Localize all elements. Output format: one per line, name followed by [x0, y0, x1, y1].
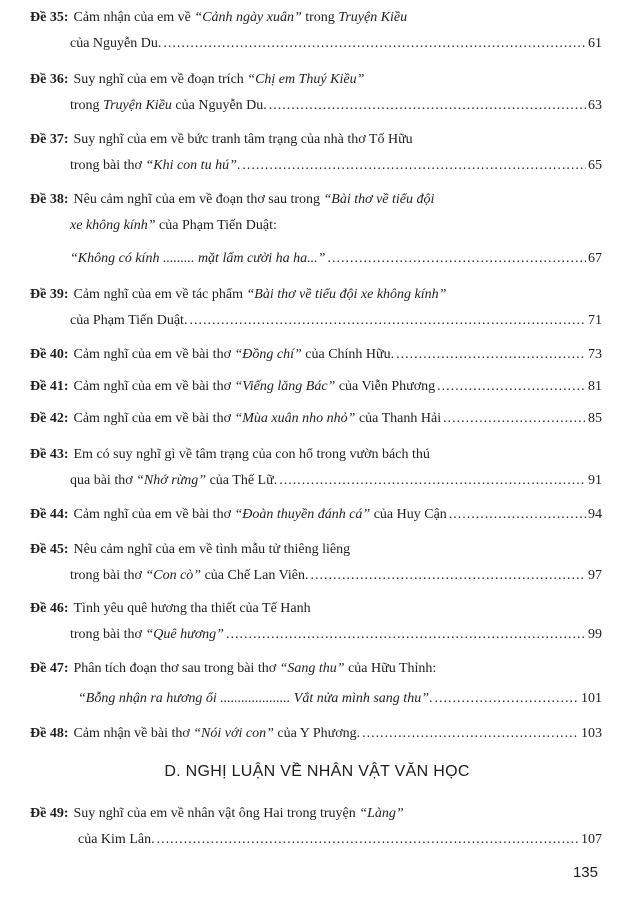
page-ref: 81 — [588, 379, 602, 394]
page-ref: 85 — [588, 411, 602, 426]
toc-entry-42 — [30, 406, 602, 432]
entry-text: . — [428, 691, 433, 706]
toc-entry-45 — [30, 537, 602, 589]
dot-leader — [434, 686, 579, 712]
entry-text: Cảm nghĩ của em về bài thơ — [73, 411, 235, 426]
work-title: “Quê hương” — [145, 627, 224, 642]
toc-leader-line — [30, 406, 602, 432]
entry-text: của Chính Hữu. — [301, 347, 395, 362]
entry-label: Đề 38: — [30, 192, 69, 207]
toc-leader-line — [30, 622, 602, 648]
entry-text: Suy nghĩ của em về nhân vật ông Hai trong truyện — [73, 806, 360, 821]
toc-entry-43 — [30, 442, 602, 494]
entry-text: của Y Phương. — [273, 726, 361, 741]
toc-entry-40 — [30, 342, 602, 368]
entry-text: Cảm nghĩ của em về bài thơ — [73, 507, 235, 522]
work-title: “Bài thơ về tiểu đội — [323, 192, 435, 207]
entry-label: Đề 40: — [30, 347, 69, 362]
entry-label: Đề 37: — [30, 132, 69, 147]
toc-entry-49 — [30, 801, 602, 853]
entry-text: trong bài thơ — [70, 158, 146, 173]
entry-label: Đề 39: — [30, 287, 69, 302]
toc-leader-line — [30, 827, 602, 853]
work-title: “Viếng lăng Bác” — [234, 379, 336, 394]
entry-label: Đề 35: — [30, 10, 69, 25]
page-ref: 73 — [588, 347, 602, 362]
entry-text: Phân tích đoạn thơ sau trong bài thơ — [73, 661, 280, 676]
dot-leader — [443, 406, 586, 432]
entry-text: Nêu cảm nghĩ của em về tình mẫu tử thiêng liêng — [73, 542, 351, 557]
work-title: “Làng” — [359, 806, 404, 821]
page-ref: 103 — [581, 726, 602, 741]
entry-text: của Phạm Tiến Duật: — [155, 218, 277, 233]
toc-entry-35 — [30, 5, 602, 57]
page-ref: 97 — [588, 568, 602, 583]
toc-entry-37 — [30, 127, 602, 179]
entry-text: qua bài thơ — [70, 473, 137, 488]
poem-excerpt: “Bỗng nhận ra hương ổi .................... Vắt nửa mình sang thu” — [78, 691, 429, 706]
entry-label: Đề 45: — [30, 542, 69, 557]
entry-label: Đề 36: — [30, 72, 69, 87]
work-title: Truyện Kiều — [338, 10, 408, 25]
entry-label: Đề 44: — [30, 507, 69, 522]
dot-leader — [242, 153, 586, 179]
work-title: “Khi con tu hú” — [145, 158, 237, 173]
work-title: xe không kính” — [70, 218, 156, 233]
entry-text: Suy nghĩ của em về đoạn trích — [73, 72, 248, 87]
toc-leader-line — [30, 563, 602, 589]
entry-text: của Viễn Phương — [335, 379, 436, 394]
dot-leader — [310, 563, 586, 589]
page-ref: 94 — [588, 507, 602, 522]
toc-entry-48 — [30, 721, 602, 747]
toc-line — [30, 442, 602, 468]
dot-leader — [279, 468, 586, 494]
toc-leader-line — [30, 374, 602, 400]
page-ref: 101 — [581, 691, 602, 706]
dot-leader — [157, 827, 579, 853]
dot-leader — [437, 374, 586, 400]
page-ref: 71 — [588, 313, 602, 328]
poem-excerpt: “Không có kính ......... mặt lấm cười ha ha...” — [70, 251, 326, 266]
entry-text: của Kim Lân. — [78, 832, 155, 847]
toc-entry-39 — [30, 282, 602, 334]
work-title: “Bài thơ về tiểu đội xe không kính” — [246, 287, 447, 302]
entry-label: Đề 43: — [30, 447, 69, 462]
toc-leader-line — [30, 342, 602, 368]
toc-line — [30, 213, 602, 239]
dot-leader — [449, 502, 586, 528]
toc-entry-36 — [30, 67, 602, 119]
toc-entry-41 — [30, 374, 602, 400]
work-title: “Chị em Thuý Kiều” — [247, 72, 365, 87]
page-ref: 67 — [588, 251, 602, 266]
work-title: “Mùa xuân nho nhỏ” — [234, 411, 356, 426]
toc-entry-46 — [30, 596, 602, 648]
toc-leader-line — [30, 308, 602, 334]
entry-text: của Nguyễn Du. — [70, 36, 162, 51]
work-title: “Sang thu” — [279, 661, 345, 676]
section-heading: D. NGHỊ LUẬN VỀ NHÂN VẬT VĂN HỌC — [164, 763, 470, 780]
entry-label: Đề 46: — [30, 601, 69, 616]
entry-text: . — [236, 158, 241, 173]
dot-leader — [327, 246, 586, 272]
page-ref: 65 — [588, 158, 602, 173]
toc-entry-47 — [30, 656, 602, 712]
entry-label: Đề 41: — [30, 379, 69, 394]
toc-line — [30, 187, 602, 213]
entry-text: Cảm nghĩ của em về tác phẩm — [73, 287, 247, 302]
entry-label: Đề 47: — [30, 661, 69, 676]
work-title: “Con cò” — [145, 568, 202, 583]
entry-label: Đề 48: — [30, 726, 69, 741]
dot-leader — [396, 342, 586, 368]
entry-text: của Chế Lan Viên. — [201, 568, 309, 583]
toc-line — [30, 282, 602, 308]
toc-leader-line — [30, 686, 602, 712]
page-ref: 91 — [588, 473, 602, 488]
entry-text: Em có suy nghĩ gì về tâm trạng của con hổ trong vườn bách thú — [73, 447, 430, 462]
toc-line — [30, 596, 602, 622]
entry-label: Đề 49: — [30, 806, 69, 821]
toc-line — [30, 127, 602, 153]
page-ref: 99 — [588, 627, 602, 642]
toc-line — [30, 67, 602, 93]
toc-line — [30, 5, 602, 31]
entry-text: Tình yêu quê hương tha thiết của Tế Hanh — [73, 601, 311, 616]
entry-text: Cảm nhận của em về — [73, 10, 195, 25]
entry-text: của Nguyễn Du. — [171, 98, 267, 113]
page-number: 135 — [572, 864, 598, 881]
work-title: “Cảnh ngày xuân” — [194, 10, 302, 25]
toc-entry-44 — [30, 502, 602, 528]
entry-text: Nêu cảm nghĩ của em về đoạn thơ sau trong — [73, 192, 324, 207]
toc-entry-38 — [30, 187, 602, 272]
work-title: “Nhớ rừng” — [136, 473, 207, 488]
entry-text: của Thế Lữ. — [206, 473, 278, 488]
entry-text: trong — [70, 98, 104, 113]
toc-leader-line — [30, 93, 602, 119]
dot-leader — [362, 721, 579, 747]
dot-leader — [226, 622, 586, 648]
toc-line — [30, 537, 602, 563]
toc-leader-line — [30, 721, 602, 747]
entry-label: Đề 42: — [30, 411, 69, 426]
page-ref: 107 — [581, 832, 602, 847]
toc-line — [30, 801, 602, 827]
entry-text: Cảm nghĩ của em về bài thơ — [73, 347, 235, 362]
toc-leader-line — [30, 502, 602, 528]
toc-leader-line — [30, 31, 602, 57]
entry-text: trong bài thơ — [70, 568, 146, 583]
entry-text: Suy nghĩ của em về bức tranh tâm trạng của nhà thơ Tố Hữu — [73, 132, 413, 147]
page-ref: 61 — [588, 36, 602, 51]
dot-leader — [163, 31, 586, 57]
entry-text: Cảm nhận về bài thơ — [73, 726, 194, 741]
page-ref: 63 — [588, 98, 602, 113]
work-title: “Đoàn thuyền đánh cá” — [234, 507, 371, 522]
entry-text: của Thanh Hải — [355, 411, 442, 426]
toc-leader-line — [30, 153, 602, 179]
work-title: “Nói với con” — [193, 726, 274, 741]
toc-line — [30, 656, 602, 682]
entry-text: trong — [301, 10, 339, 25]
entry-text: của Hữu Thỉnh: — [344, 661, 437, 676]
dot-leader — [269, 93, 586, 119]
entry-text: Cảm nghĩ của em về bài thơ — [73, 379, 235, 394]
dot-leader — [189, 308, 586, 334]
entry-text: trong bài thơ — [70, 627, 146, 642]
entry-text: của Huy Cận — [370, 507, 447, 522]
toc-leader-line — [30, 246, 602, 272]
work-title: Truyện Kiều — [103, 98, 172, 113]
toc-leader-line — [30, 468, 602, 494]
entry-text: của Phạm Tiến Duật. — [70, 313, 188, 328]
work-title: “Đồng chí” — [234, 347, 302, 362]
